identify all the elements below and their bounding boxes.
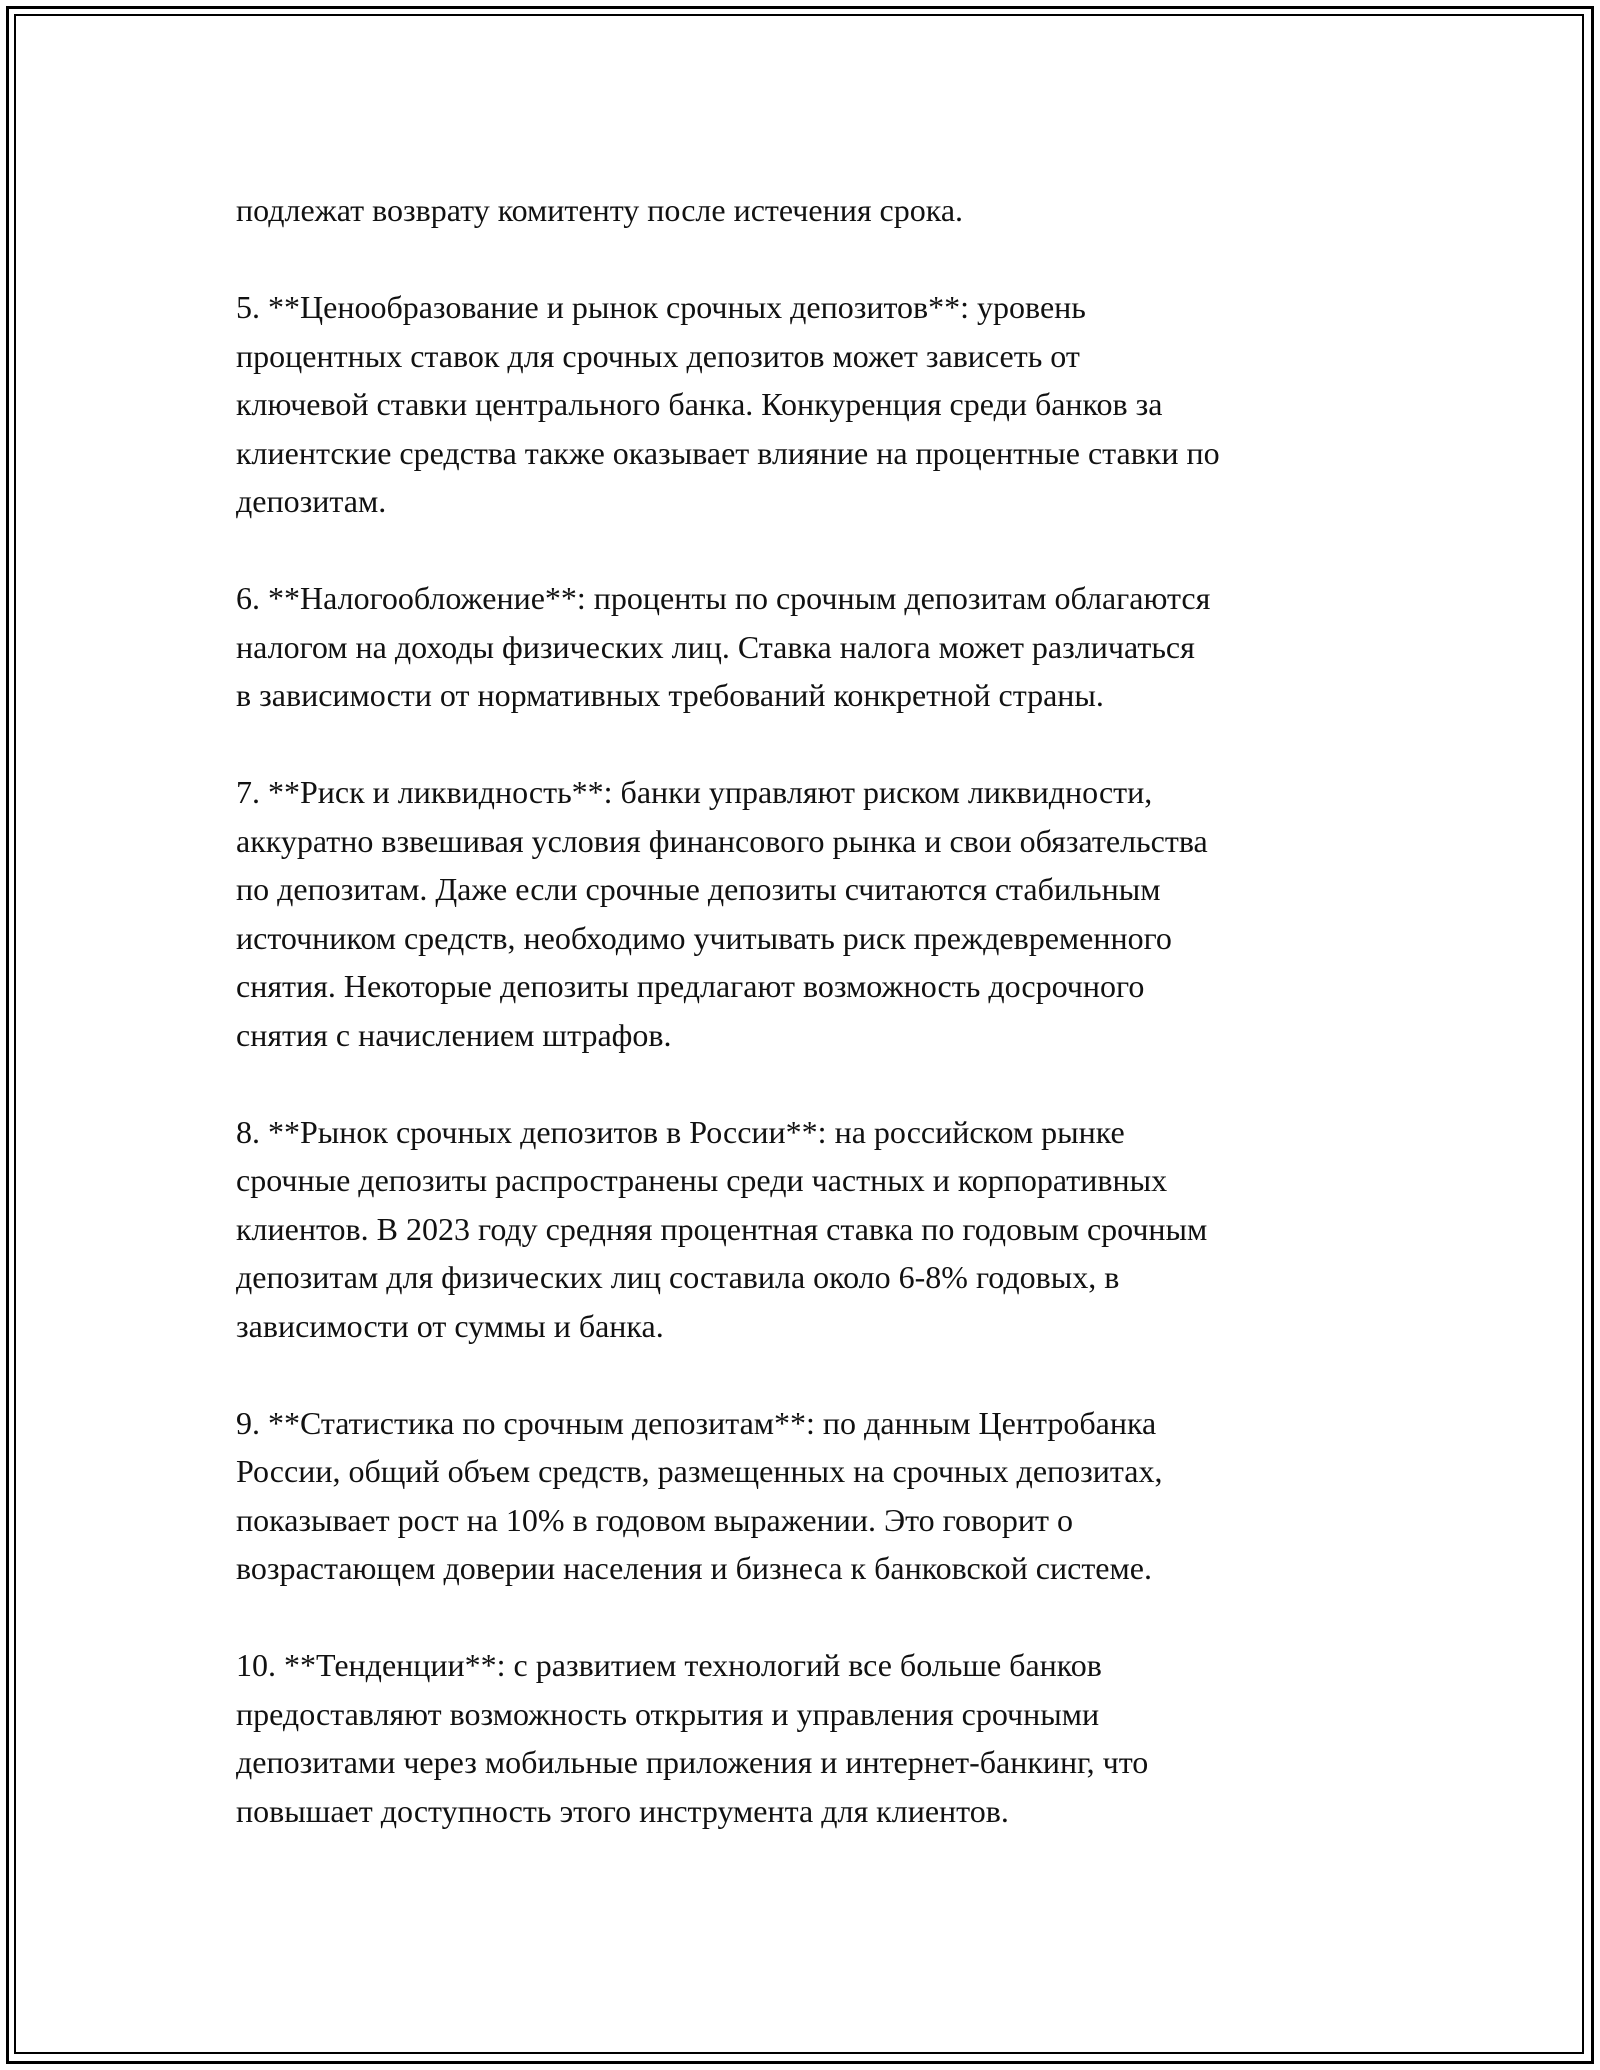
paragraph-item-5-pricing: 5. **Ценообразование и рынок срочных депозитов**: уровень процентных ставок для срочных депозитов может зависеть от ключевой ставки центрального банка. Конкуренция среди банков за клиентские средства также оказывает влияние на процентные ставки по депозитам. bbox=[236, 289, 1220, 519]
document-body bbox=[236, 186, 1376, 1884]
paragraph-item-8-russia-market: 8. **Рынок срочных депозитов в России**: на российском рынке срочные депозиты распространены среди частных и корпоративных клиентов. В 2023 году средняя процентная ставка по годовым срочным депозитам для физических лиц составила около 6-8% годовых, в зависимости от суммы и банка. bbox=[236, 1113, 1208, 1344]
paragraph-item-10-trends: 10. **Тенденции**: с развитием технологий все больше банков предоставляют возможность открытия и управления срочными депозитами через мобильные приложения и интернет-банкинг, что повышает доступность этого инструмента для клиентов. bbox=[236, 1647, 1149, 1829]
paragraph-item-9-statistics: 9. **Статистика по срочным депозитам**: по данным Центробанка России, общий объем средств, размещенных на срочных депозитах, показывает рост на 10% в годовом выражении. Это говорит о возрастающем доверии населения и бизнеса к банковской системе. bbox=[236, 1404, 1163, 1586]
paragraph-item-7-risk-liquidity: 7. **Риск и ликвидность**: банки управляют риском ликвидности, аккуратно взвешивая условия финансового рынка и свои обязательства по депозитам. Даже если срочные депозиты считаются стабильным источником средств, необходимо учитывать риск преждевременного снятия. Некоторые депозиты предлагают возможность досрочного снятия с начислением штрафов. bbox=[236, 774, 1208, 1053]
paragraph-item-6-taxation: 6. **Налогообложение**: проценты по срочным депозитам облагаются налогом на доходы физических лиц. Ставка налога может различаться в зависимости от нормативных требований конкретной страны. bbox=[236, 580, 1211, 713]
paragraph-continuation: подлежат возврату комитенту после истечения срока. bbox=[236, 192, 964, 228]
